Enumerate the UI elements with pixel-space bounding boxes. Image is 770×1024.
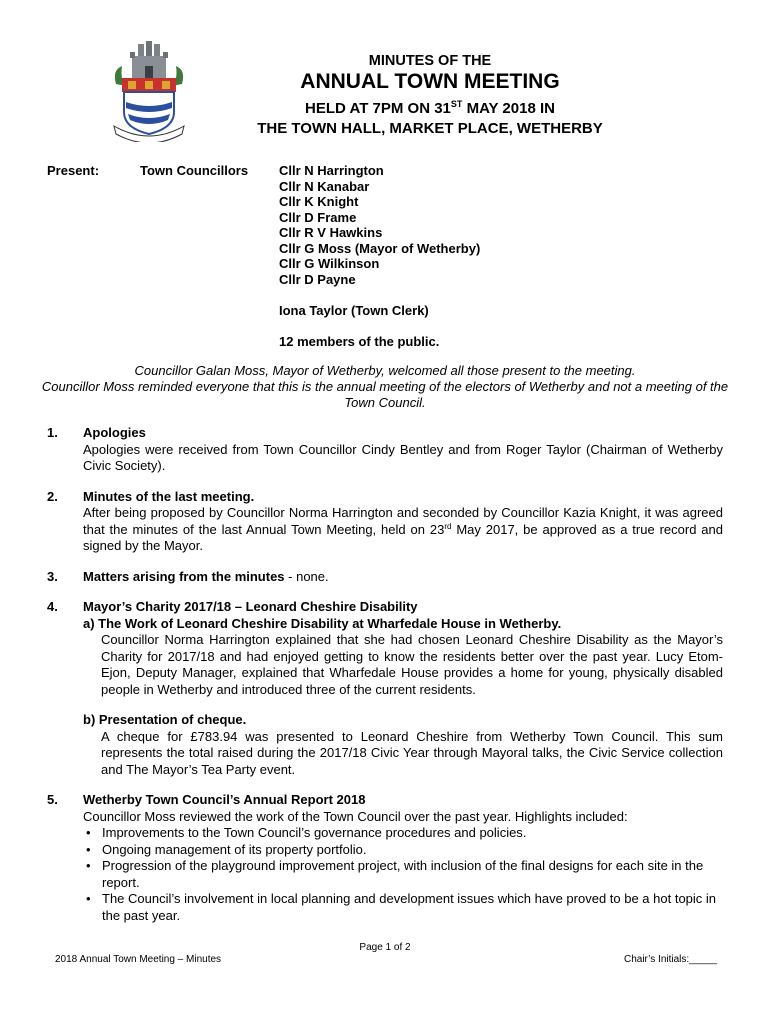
highlights-list <box>83 825 723 924</box>
agenda-item-3 <box>0 569 723 586</box>
subitem-body: A cheque for £783.94 was presented to Leonard Cheshire from Wetherby Town Council. This sum represents the total raised during the 2017/18 Civic Year through Mayoral talks, the Civic Service collection and The Mayor’s Tea Party event. <box>101 728 723 777</box>
header-line-3: HELD AT 7PM ON 31ST MAY 2018 IN <box>305 99 555 117</box>
item-number: 1. <box>47 425 58 440</box>
item-number: 2. <box>47 488 58 504</box>
item-body: After being proposed by Councillor Norma Harrington and seconded by Councillor Kazia Knight, it was agreed that the minutes of the last Annual Town Meeting, held on 23rd May 2017, be approved as a true record and signed by the Mayor. <box>83 505 723 553</box>
item-number: 5. <box>47 792 58 807</box>
item-body: Apologies were received from Town Councillor Cindy Bentley and from Roger Taylor (Chairman of Wetherby Civic Society). <box>83 441 723 473</box>
item-title: Mayor’s Charity 2017/18 – Leonard Cheshire Disability <box>83 599 418 614</box>
item-number: 4. <box>47 599 58 614</box>
header-title: ANNUAL TOWN MEETING <box>300 70 560 93</box>
list-item: • The Council’s involvement in local planning and development issues which have proved to be a hot topic in the past year. <box>83 891 723 924</box>
page-number: Page 1 of 2 <box>359 942 411 953</box>
town-crest-logo <box>110 40 188 142</box>
item-body: - none. <box>284 568 329 584</box>
present-label: Present: <box>47 163 100 178</box>
attendee: Cllr D Payne <box>279 271 356 287</box>
item-number: 3. <box>47 568 58 584</box>
item-title: Apologies <box>83 425 146 440</box>
header-line-4: THE TOWN HALL, MARKET PLACE, WETHERBY <box>257 120 603 137</box>
attendee: Cllr N Kanabar <box>279 178 370 194</box>
header-line-1: MINUTES OF THE <box>368 53 492 69</box>
town-clerk: Iona Taylor (Town Clerk) <box>279 302 429 318</box>
agenda-item-4 <box>0 599 723 778</box>
subitem-body: Councillor Norma Harrington explained that she had chosen Leonard Cheshire Disability as the Mayor’s Charity for 2017/18 and had enjoyed getting to know the residents better over the past year. Lucy Etom-Ejon, Deputy Manager, explained that Wharfedale House provides a home for young, physically disabled people in Wetherby and introduced three of the current residents. <box>101 632 723 697</box>
present-group-label: Town Councillors <box>140 163 249 178</box>
agenda-items <box>0 425 770 938</box>
agenda-item-1 <box>0 425 723 475</box>
item-title: Minutes of the last meeting. <box>83 488 255 504</box>
agenda-item-2 <box>0 489 723 555</box>
list-item: • Ongoing management of its property portfolio. <box>83 842 723 859</box>
item-line <box>83 569 723 586</box>
list-item: • Progression of the playground improvement project, with inclusion of the final designs for each site in the report. <box>83 858 723 891</box>
subitem-a <box>83 616 723 699</box>
footer-chair-initials: Chair’s Initials:_____ <box>623 954 717 965</box>
intro-text <box>40 363 730 411</box>
attendee: Cllr R V Hawkins <box>279 225 383 240</box>
attendee-list <box>279 163 699 349</box>
intro-line-1: Councillor Galan Moss, Mayor of Wetherby, welcomed all those present to the meeting. <box>134 363 636 378</box>
list-item: • Improvements to the Town Council’s governance procedures and policies. <box>83 825 723 842</box>
subitem-b <box>83 712 723 778</box>
subitem-title: a) The Work of Leonard Cheshire Disability at Wharfedale House in Wetherby. <box>83 615 562 631</box>
footer-document-title: 2018 Annual Town Meeting – Minutes <box>55 954 222 965</box>
item-body: Councillor Moss reviewed the work of the Town Council over the past year. Highlights included: <box>83 808 628 824</box>
public-count: 12 members of the public. <box>279 333 440 349</box>
document-header <box>190 52 670 139</box>
agenda-item-5 <box>0 792 723 924</box>
attendee: Cllr N Harrington <box>279 163 384 178</box>
attendee: Cllr G Wilkinson <box>279 256 380 271</box>
item-title: Matters arising from the minutes <box>83 568 285 584</box>
item-title: Wetherby Town Council’s Annual Report 2018 <box>83 792 366 807</box>
subitem-title: b) Presentation of cheque. <box>83 712 247 727</box>
intro-line-2: Councillor Moss reminded everyone that this is the annual meeting of the electors of Wetherby and not a meeting of the Town Council. <box>41 379 729 410</box>
attendee: Cllr D Frame <box>279 209 357 225</box>
attendee: Cllr G Moss (Mayor of Wetherby) <box>279 240 481 256</box>
attendee: Cllr K Knight <box>279 194 359 209</box>
